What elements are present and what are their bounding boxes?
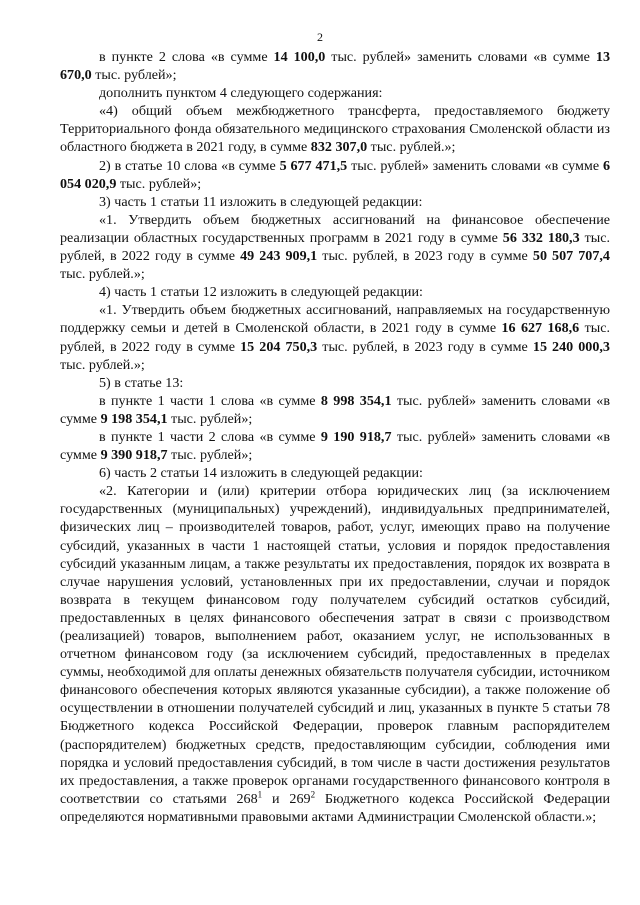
bold-amount: 15 240 000,3 (532, 338, 610, 355)
bold-amount: 50 507 707,4 (532, 248, 610, 265)
text-run: тыс. рублей, в 2022 году в сумме (60, 320, 610, 355)
superscript: 1 (257, 789, 263, 800)
paragraph (60, 102, 610, 156)
page-number: 2 (317, 30, 323, 44)
bold-amount: 9 198 354,1 (100, 410, 168, 427)
text-run: «1. Утвердить объем бюджетных ассигнований на финансовое обеспечение реализации областных государственных программ в 2021 году в сумме (60, 211, 610, 246)
paragraph (60, 428, 610, 464)
text-run: 5) в статье 13: (99, 374, 184, 391)
paragraph (60, 193, 610, 211)
text-run: тыс. рублей»; (116, 175, 202, 192)
paragraph (60, 48, 610, 84)
text-run: тыс. рублей»; (167, 410, 253, 427)
text-run: тыс. рублей.»; (60, 356, 145, 373)
text-run: тыс. рублей, в 2023 году в сумме (317, 248, 533, 265)
text-run: тыс. рублей, в 2023 году в сумме (317, 338, 533, 355)
text-run: тыс. рублей» заменить словами «в сумме (60, 392, 610, 427)
paragraph (60, 482, 610, 826)
text-run: тыс. рублей, в 2022 году в сумме (60, 229, 610, 265)
text-run: тыс. рублей»; (91, 67, 177, 84)
text-run: и 269 (262, 790, 311, 807)
text-run: «1. Утвердить объем бюджетных ассигнований, направляемых на государственную поддержку семьи и детей в Смоленской области, в 2021 году в сумме (60, 302, 610, 337)
text-run: в пункте 1 части 1 слова «в сумме (99, 392, 321, 409)
text-run: 2) в статье 10 слова «в сумме (99, 157, 280, 174)
bold-amount: 8 998 354,1 (320, 392, 392, 409)
text-run: тыс. рублей» заменить словами «в сумме (347, 157, 603, 174)
text-run: тыс. рублей.»; (60, 266, 145, 283)
text-run: Бюджетного кодекса Российской Федерации определяются нормативными правовыми актами Администрации Смоленской области.»; (60, 790, 610, 825)
text-run: 3) часть 1 статьи 11 изложить в следующей редакции: (99, 193, 423, 210)
bold-amount: 9 190 918,7 (320, 428, 392, 445)
bold-amount: 49 243 909,1 (240, 248, 318, 265)
document-body (60, 48, 610, 826)
paragraph (60, 301, 610, 373)
text-run: «4) общий объем межбюджетного трансферта, предоставляемого бюджету Территориального фонда обязательного медицинского страхования Смоленской области из областного бюджета в 2021 году, в сумме (60, 103, 610, 156)
bold-amount: 13 670,0 (60, 49, 610, 84)
text-run: 4) часть 1 статьи 12 изложить в следующей редакции: (99, 284, 423, 301)
paragraph (60, 374, 610, 392)
paragraph (60, 392, 610, 428)
superscript: 2 (310, 789, 316, 800)
bold-amount: 9 390 918,7 (100, 447, 168, 464)
bold-amount: 15 204 750,3 (240, 338, 318, 355)
text-run: в пункте 2 слова «в сумме (99, 49, 274, 65)
text-run: тыс. рублей»; (167, 447, 253, 464)
bold-amount: 16 627 168,6 (501, 320, 580, 337)
text-run: дополнить пунктом 4 следующего содержания: (99, 85, 383, 102)
text-run: в пункте 1 части 2 слова «в сумме (99, 428, 321, 445)
text-run: тыс. рублей.»; (367, 139, 456, 156)
text-run: тыс. рублей» заменить словами «в сумме (325, 49, 596, 65)
text-run: 6) часть 2 статьи 14 изложить в следующей редакции: (99, 465, 423, 482)
paragraph (60, 157, 610, 193)
paragraph (60, 84, 610, 102)
bold-amount: 832 307,0 (310, 139, 368, 156)
bold-amount: 56 332 180,3 (502, 229, 580, 246)
text-run: «2. Категории и (или) критерии отбора юридических лиц (за исключением государственных (муниципальных) учреждений), индивидуальных предпринимателей, физических лиц – производителей товаров, работ, услуг, имеющих право на получение субсидий, указанных в части 1 настоящей статьи, условия и порядок предоставления субсидий указанным лицам, а также результаты их предоставления, порядок их возврата в случае нарушения условий, установленных при их предоставлении, случаи и порядок возврата в текущем финансовом году получателем субсидий остатков субсидий, предоставленных в целях финансового обеспечения затрат в связи с производством (реализацией) товаров, выполнением работ, оказанием услуг, не использованных в отчетном финансовом году (за исключением субсидий, предоставленных в пределах суммы, необходимой для оплаты денежных обязательств получателя субсидии, источником финансового обеспечения которых являются указанные субсидии), а также положение об осуществлении в отношении получателей субсидий и лиц, указанных в пункте 5 статьи 78 Бюджетного кодекса Российской Федерации, проверок главным распорядителем (распорядителем) бюджетных средств, предоставляющим субсидии, соблюдения ими порядка и условий предоставления субсидий, в том числе в части достижения результатов их предоставления, а также проверок органами государственного финансового контроля в соответствии со статьями 268 (60, 483, 610, 807)
bold-amount: 14 100,0 (273, 49, 326, 65)
bold-amount: 5 677 471,5 (279, 157, 348, 174)
paragraph (60, 211, 610, 283)
bold-amount: 6 054 020,9 (60, 157, 611, 192)
text-run: тыс. рублей» заменить словами «в сумме (60, 428, 610, 464)
paragraph (60, 283, 610, 301)
paragraph (60, 464, 610, 482)
